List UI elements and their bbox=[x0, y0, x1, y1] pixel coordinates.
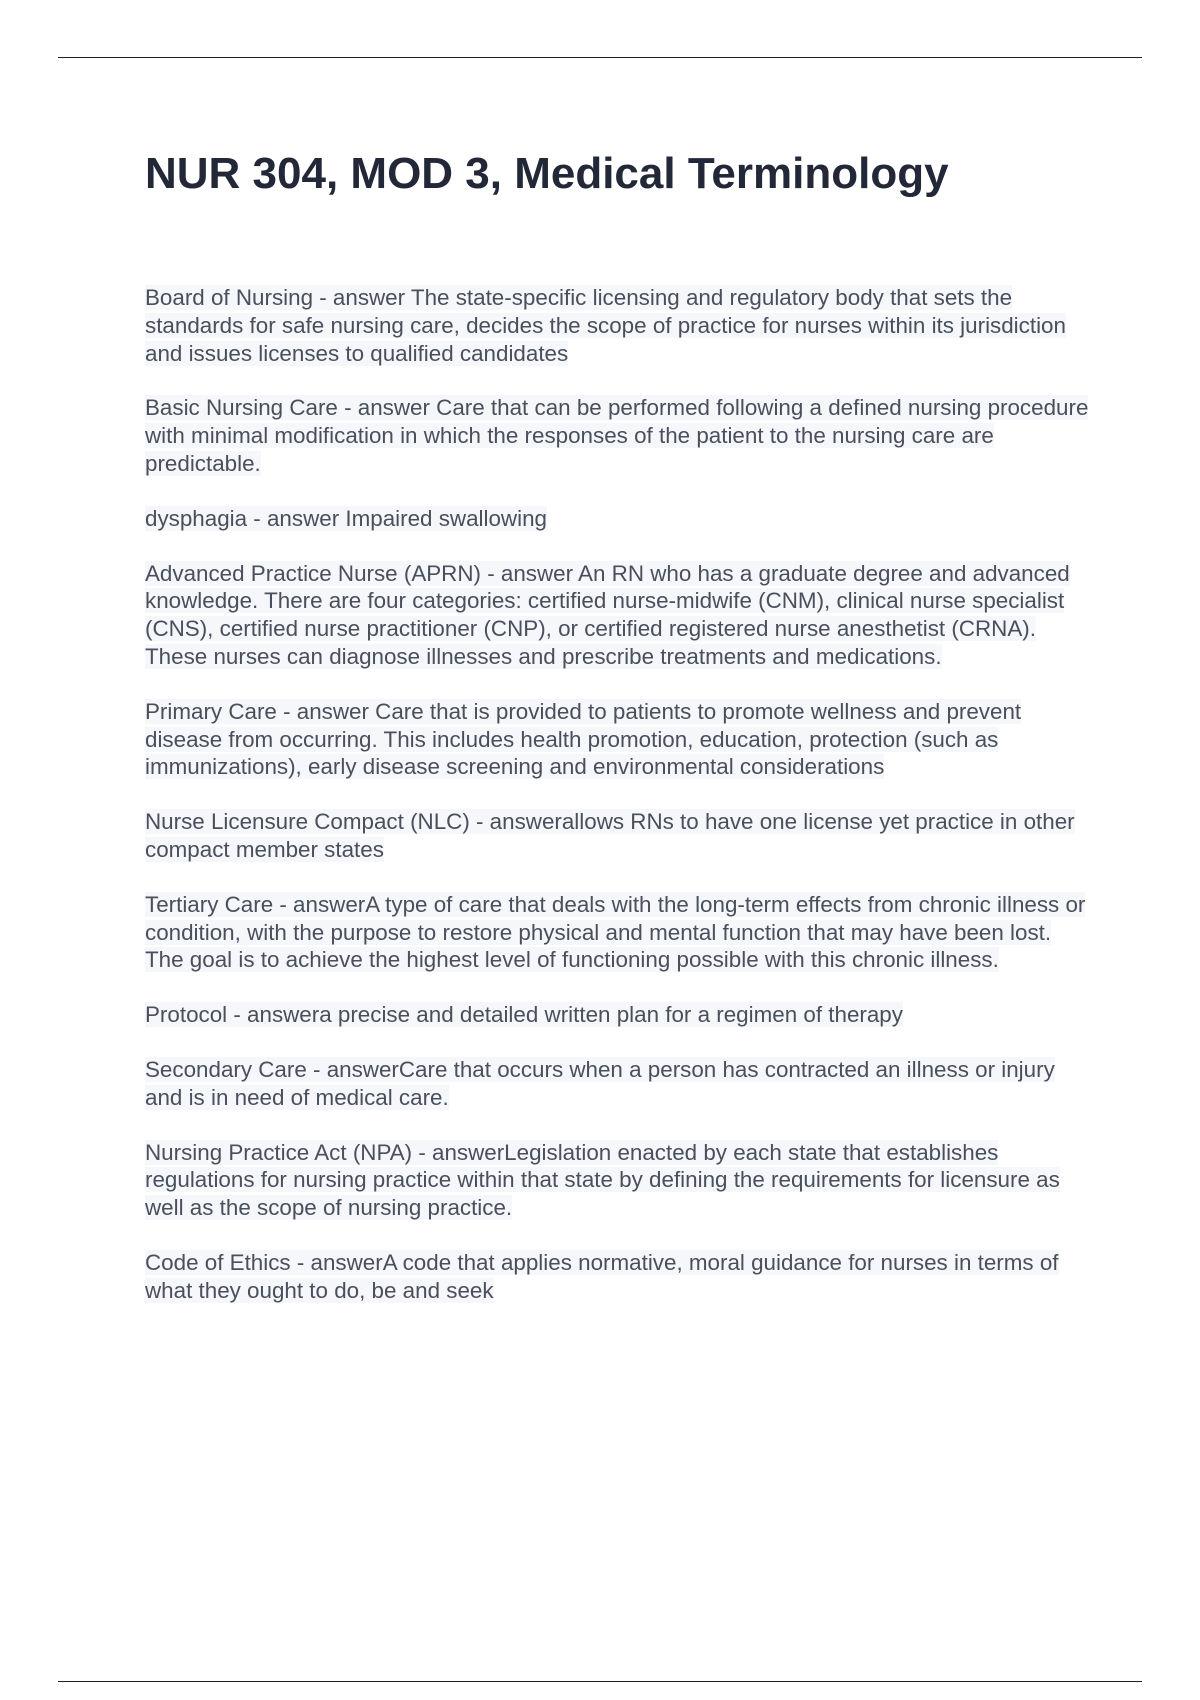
term-entry-text: Nursing Practice Act (NPA) - answerLegislation enacted by each state that establishes regulations for nursing practice within that state by defining the requirements for licensure as well as the scope of nursing practice. bbox=[145, 1139, 1060, 1221]
term-entry bbox=[145, 560, 1090, 671]
term-entry-text: Basic Nursing Care - answer Care that can be performed following a defined nursing procedure with minimal modification in which the responses of the patient to the nursing care are predictable. bbox=[145, 395, 1089, 476]
term-entry bbox=[145, 1139, 1090, 1222]
term-entry-text: Advanced Practice Nurse (APRN) - answer An RN who has a graduate degree and advanced knowledge. There are four categories: certified nurse-midwife (CNM), clinical nurse specialist (CNS), certified nurse practitioner (CNP), or certified registered nurse anesthetist (CRNA). These nurses can diagnose illnesses and prescribe treatments and medications. bbox=[145, 560, 1070, 669]
term-entry-text: Secondary Care - answerCare that occurs when a person has contracted an illness or injury and is in need of medical care. bbox=[145, 1056, 1055, 1110]
term-entry bbox=[145, 808, 1090, 864]
term-entry bbox=[145, 1001, 1090, 1029]
term-entry bbox=[145, 394, 1090, 477]
term-list bbox=[145, 284, 1090, 1332]
term-entry bbox=[145, 698, 1090, 781]
term-entry bbox=[145, 1056, 1090, 1112]
term-entry bbox=[145, 1249, 1090, 1305]
term-entry bbox=[145, 284, 1090, 367]
top-rule bbox=[58, 57, 1142, 58]
term-entry-text: Protocol - answera precise and detailed written plan for a regimen of therapy bbox=[145, 1002, 903, 1028]
term-entry-text: Nurse Licensure Compact (NLC) - answerallows RNs to have one license yet practice in other compact member states bbox=[145, 809, 1075, 862]
term-entry bbox=[145, 891, 1090, 974]
term-entry-text: Board of Nursing - answer The state-specific licensing and regulatory body that sets the standards for safe nursing care, decides the scope of practice for nurses within its jurisdiction and issues licenses to qualified candidates bbox=[145, 285, 1066, 366]
term-entry-text: Code of Ethics - answerA code that applies normative, moral guidance for nurses in terms of what they ought to do, be and seek bbox=[145, 1249, 1059, 1303]
term-entry bbox=[145, 505, 1090, 533]
term-entry-text: Primary Care - answer Care that is provided to patients to promote wellness and prevent disease from occurring. This includes health promotion, education, protection (such as immunizations), early disease screening and environmental considerations bbox=[145, 698, 1022, 780]
page-title: NUR 304, MOD 3, Medical Terminology bbox=[145, 149, 949, 198]
term-entry-text: Tertiary Care - answerA type of care that deals with the long-term effects from chronic illness or condition, with the purpose to restore physical and mental function that may have been lost. The goal is to achieve the highest level of functioning possible with this chronic illness. bbox=[145, 891, 1086, 973]
bottom-rule bbox=[58, 1681, 1142, 1682]
term-entry-text: dysphagia - answer Impaired swallowing bbox=[145, 505, 547, 531]
